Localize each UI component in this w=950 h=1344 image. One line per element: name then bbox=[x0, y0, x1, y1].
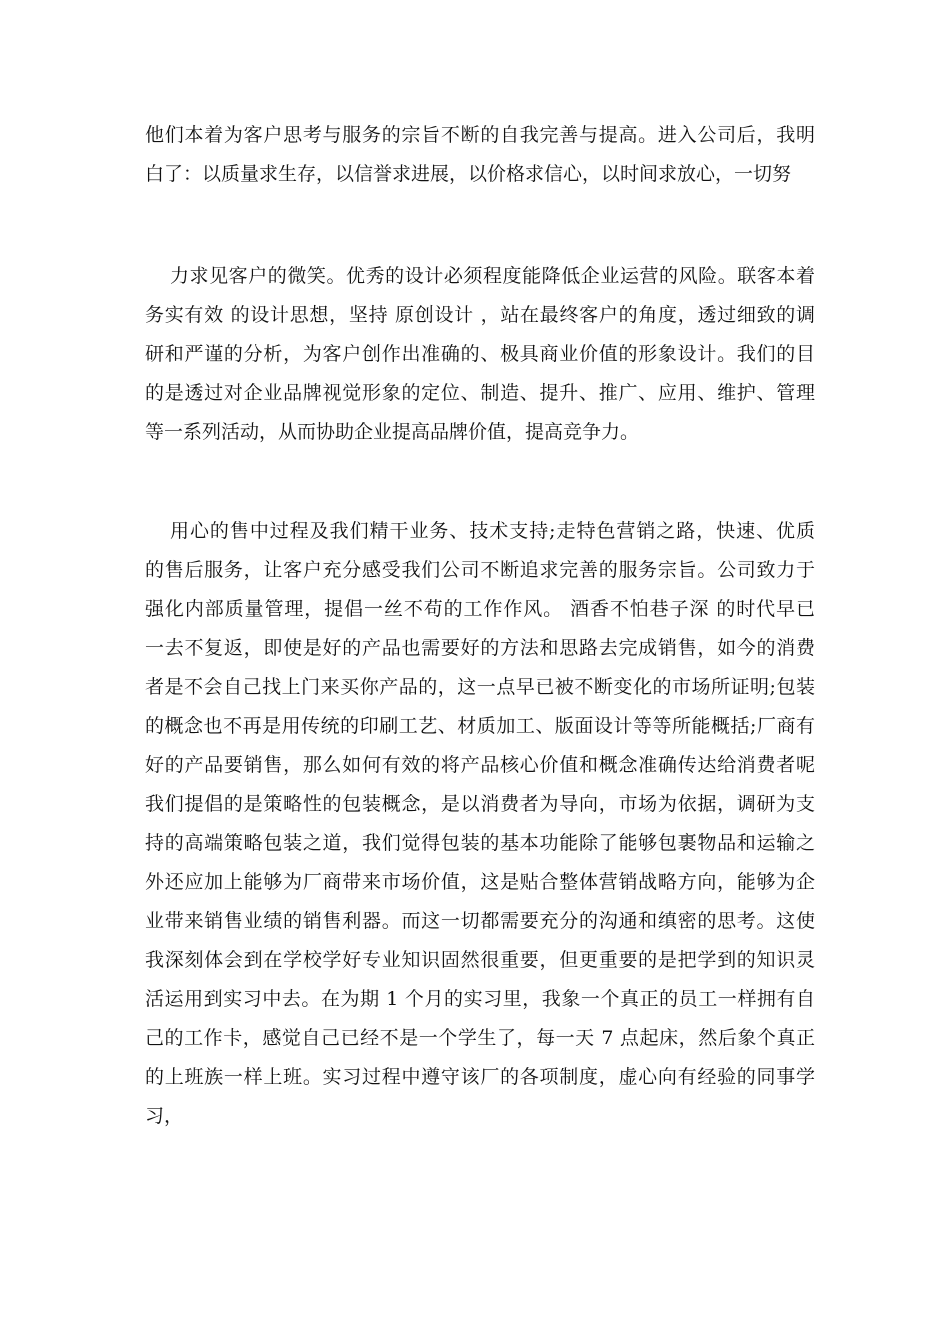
paragraph-2-line-2: 务实有效 的设计思想，坚持 原创设计 ，站在最终客户的角度，透过细致的调 bbox=[145, 304, 815, 326]
paragraph-1-line-1: 他们本着为客户思考与服务的宗旨不断的自我完善与提高。进入公司后，我明 bbox=[145, 124, 815, 146]
paragraph-3-line-6: 的概念也不再是用传统的印刷工艺、材质加工、版面设计等等所能概括;厂商有 bbox=[145, 715, 815, 737]
paragraph-2-line-3: 研和严谨的分析，为客户创作出准确的、极具商业价值的形象设计。我们的目 bbox=[145, 343, 815, 365]
paragraph-3-line-5: 者是不会自己找上门来买你产品的，这一点早已被不断变化的市场所证明;包装 bbox=[145, 676, 815, 698]
paragraph-3-line-11: 业带来销售业绩的销售利器。而这一切都需要充分的沟通和缜密的思考。这使 bbox=[145, 910, 815, 932]
paragraph-2-line-1: 力求见客户的微笑。优秀的设计必须程度能降低企业运营的风险。联客本着 bbox=[170, 265, 815, 287]
paragraph-2-line-5: 等一系列活动，从而协助企业提高品牌价值，提高竞争力。 bbox=[145, 421, 640, 443]
paragraph-3-line-8: 我们提倡的是策略性的包装概念，是以消费者为导向，市场为依据，调研为支 bbox=[145, 793, 815, 815]
paragraph-2-line-4: 的是透过对企业品牌视觉形象的定位、制造、提升、推广、应用、维护、管理 bbox=[145, 382, 815, 404]
paragraph-3-line-13: 活运用到实习中去。在为期 1 个月的实习里，我象一个真正的员工一样拥有自 bbox=[145, 988, 815, 1010]
paragraph-3-line-10: 外还应加上能够为厂商带来市场价值，这是贴合整体营销战略方向，能够为企 bbox=[145, 871, 815, 893]
paragraph-1-line-2: 白了：以质量求生存，以信誉求进展，以价格求信心，以时间求放心，一切努 bbox=[145, 163, 792, 185]
paragraph-3-line-1: 用心的售中过程及我们精干业务、技术支持;走特色营销之路，快速、优质 bbox=[170, 520, 815, 542]
paragraph-3-line-9: 持的高端策略包装之道，我们觉得包装的基本功能除了能够包裹物品和运输之 bbox=[145, 832, 815, 854]
paragraph-3-line-7: 好的产品要销售，那么如何有效的将产品核心价值和概念准确传达给消费者呢 bbox=[145, 754, 815, 776]
paragraph-3-line-14: 己的工作卡，感觉自己已经不是一个学生了，每一天 7 点起床，然后象个真正 bbox=[145, 1027, 815, 1049]
paragraph-3-line-15: 的上班族一样上班。实习过程中遵守该厂的各项制度，虚心向有经验的同事学 bbox=[145, 1066, 815, 1088]
paragraph-3-line-3: 强化内部质量管理，提倡一丝不苟的工作作风。 酒香不怕巷子深 的时代早已 bbox=[145, 598, 815, 620]
paragraph-3-line-16: 习， bbox=[145, 1105, 184, 1127]
paragraph-3-line-4: 一去不复返，即使是好的产品也需要好的方法和思路去完成销售，如今的消费 bbox=[145, 637, 815, 659]
paragraph-3-line-12: 我深刻体会到在学校学好专业知识固然很重要，但更重要的是把学到的知识灵 bbox=[145, 949, 815, 971]
paragraph-3-line-2: 的售后服务，让客户充分感受我们公司不断追求完善的服务宗旨。公司致力于 bbox=[145, 559, 815, 581]
